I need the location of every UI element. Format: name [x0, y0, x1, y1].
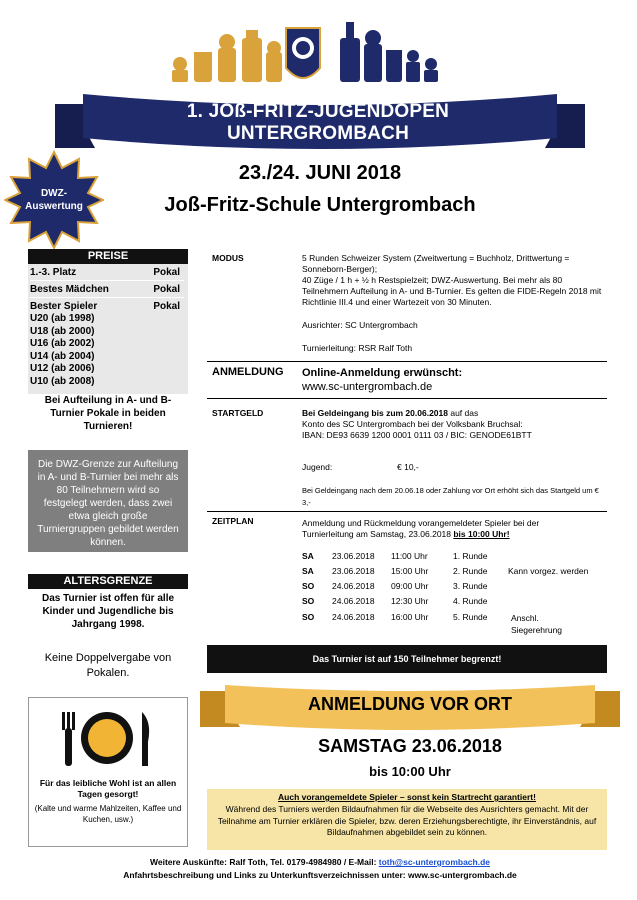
startgeld-text: Bei Geldeingang bis zum 20.06.2018 auf das Konto des SC Untergrombach bei der Volksbank Bruchsal: IBAN: DE93 6639 1200 0001 0111 03 / BIC: GENODE61BTT — [302, 408, 532, 440]
zeitplan-intro: Anmeldung und Rückmeldung vorangemeldeter Spieler bei der Turnierleitung am Samstag, 23.06.2018 bis 10:00 Uhr! — [302, 518, 540, 539]
food-details: (Kalte und warme Mahlzeiten, Kaffee und Kuchen, usw.) — [34, 804, 182, 824]
schedule-row: SO — [302, 596, 315, 606]
plate-cutlery-icon — [52, 708, 162, 768]
event-venue: Joß-Fritz-Schule Untergrombach — [164, 194, 476, 216]
no-double-prize-note: Keine Doppelvergabe von Pokalen. — [44, 652, 172, 679]
schedule-row: SO — [302, 581, 315, 591]
contact-line: Weitere Auskünfte: Ralf Toth, Tel. 0179-4984980 / E-Mail: toth@sc-untergrombach.de — [149, 857, 491, 867]
chess-pieces-illustration — [150, 8, 450, 98]
notice-title: Auch vorangemeldete Spieler – sonst kein Startrecht garantiert! — [278, 792, 536, 802]
prize-row: Bestes Mädchen Pokal — [30, 284, 184, 298]
modus-label: MODUS — [212, 253, 244, 263]
dwz-note-box: Die DWZ-Grenze zur Aufteilung in A- und B-Turnier bei mehr als 80 Teilnehmern wird so festgelegt werden, dass zwei etwa gleich große Turniergruppen gebildet werden können. — [28, 450, 188, 552]
onsite-time: bis 10:00 Uhr — [369, 764, 451, 779]
divider — [207, 361, 607, 362]
age-limit-text: Das Turnier ist offen für alle Kinder und Jugendliche bis Jahrgang 1998. — [41, 593, 175, 630]
website-link[interactable]: www.sc-untergrombach.de — [302, 381, 433, 393]
tournament-title: 1. JOß-FRITZ-JUGENDOPEN UNTERGROMBACH — [186, 101, 450, 144]
divider — [207, 511, 607, 512]
directions-line: Anfahrtsbeschreibung und Links zu Unterkunftsverzeichnissen unter: www.sc-untergrombach.de — [123, 870, 517, 880]
late-fee-note: Bei Geldeingang nach dem 20.06.18 oder Zahlung vor Ort erhöht sich das Startgeld um € 3,- — [302, 486, 599, 507]
startgeld-label: STARTGELD — [212, 408, 264, 418]
schedule-row: SA — [302, 566, 314, 576]
prizes-heading: PREISE — [28, 249, 188, 264]
modus-text: 5 Runden Schweizer System (Zweitwertung = Buchholz, Drittwertung = Sonneborn-Berger); 40 Züge / 1 h + ½ h Restspielzeit; DWZ-Auswertung. Bei mehr als 80 Teilnehmern Aufteilung in A- und B-Turnier. Es gelten die FIDE-Regeln 2018 mit Richtlinie III.4 und einer Wartezeit von 30 Minuten. Ausrichter: SC Untergrombach Turnierleitung: RSR Ralf Toth — [302, 253, 602, 353]
age-group-list: U20 (ab 1998) U18 (ab 2000) U16 (ab 2002) U14 (ab 2004) U12 (ab 2006) U10 (ab 2008) — [30, 313, 95, 387]
schedule-row: SO — [302, 612, 315, 622]
zeitplan-label: ZEITPLAN — [212, 516, 254, 526]
age-limit-heading: ALTERSGRENZE — [28, 574, 188, 589]
event-date: 23./24. JUNI 2018 — [238, 162, 402, 184]
capacity-banner: Das Turnier ist auf 150 Teilnehmer begrenzt! — [207, 645, 607, 673]
schedule-row: SA — [302, 551, 314, 561]
dwz-badge-text: DWZ- Auswertung — [25, 188, 83, 212]
notice-body: Während des Turniers werden Bildaufnahmen für die Webseite des Ausrichters gemacht. Mit der Teilnahme am Turnier erklären die Spieler, bzw. deren Erziehungsberechtigte, ihr Einverständnis, auf Bildaufnahmen abgebildet sein zu können. — [217, 804, 597, 837]
prize-row: Bester Spieler Pokal — [30, 301, 180, 312]
anmeldung-text: Online-Anmeldung erwünscht: www.sc-untergrombach.de — [302, 367, 463, 393]
jugend-fee: € 10,- — [397, 462, 419, 472]
prize-row: 1.-3. Platz Pokal — [30, 267, 184, 281]
food-text: Für das leibliche Wohl ist an allen Tagen gesorgt! — [39, 778, 177, 799]
jugend-label: Jugend: — [302, 462, 333, 472]
email-link[interactable]: toth@sc-untergrombach.de — [378, 857, 491, 867]
prizes-note: Bei Aufteilung in A- und B-Turnier Pokale in beiden Turnieren! — [44, 395, 172, 432]
divider — [207, 398, 607, 399]
onsite-date: SAMSTAG 23.06.2018 — [318, 736, 502, 756]
onsite-title: ANMELDUNG VOR ORT — [308, 694, 512, 714]
anmeldung-label: ANMELDUNG — [212, 366, 284, 378]
